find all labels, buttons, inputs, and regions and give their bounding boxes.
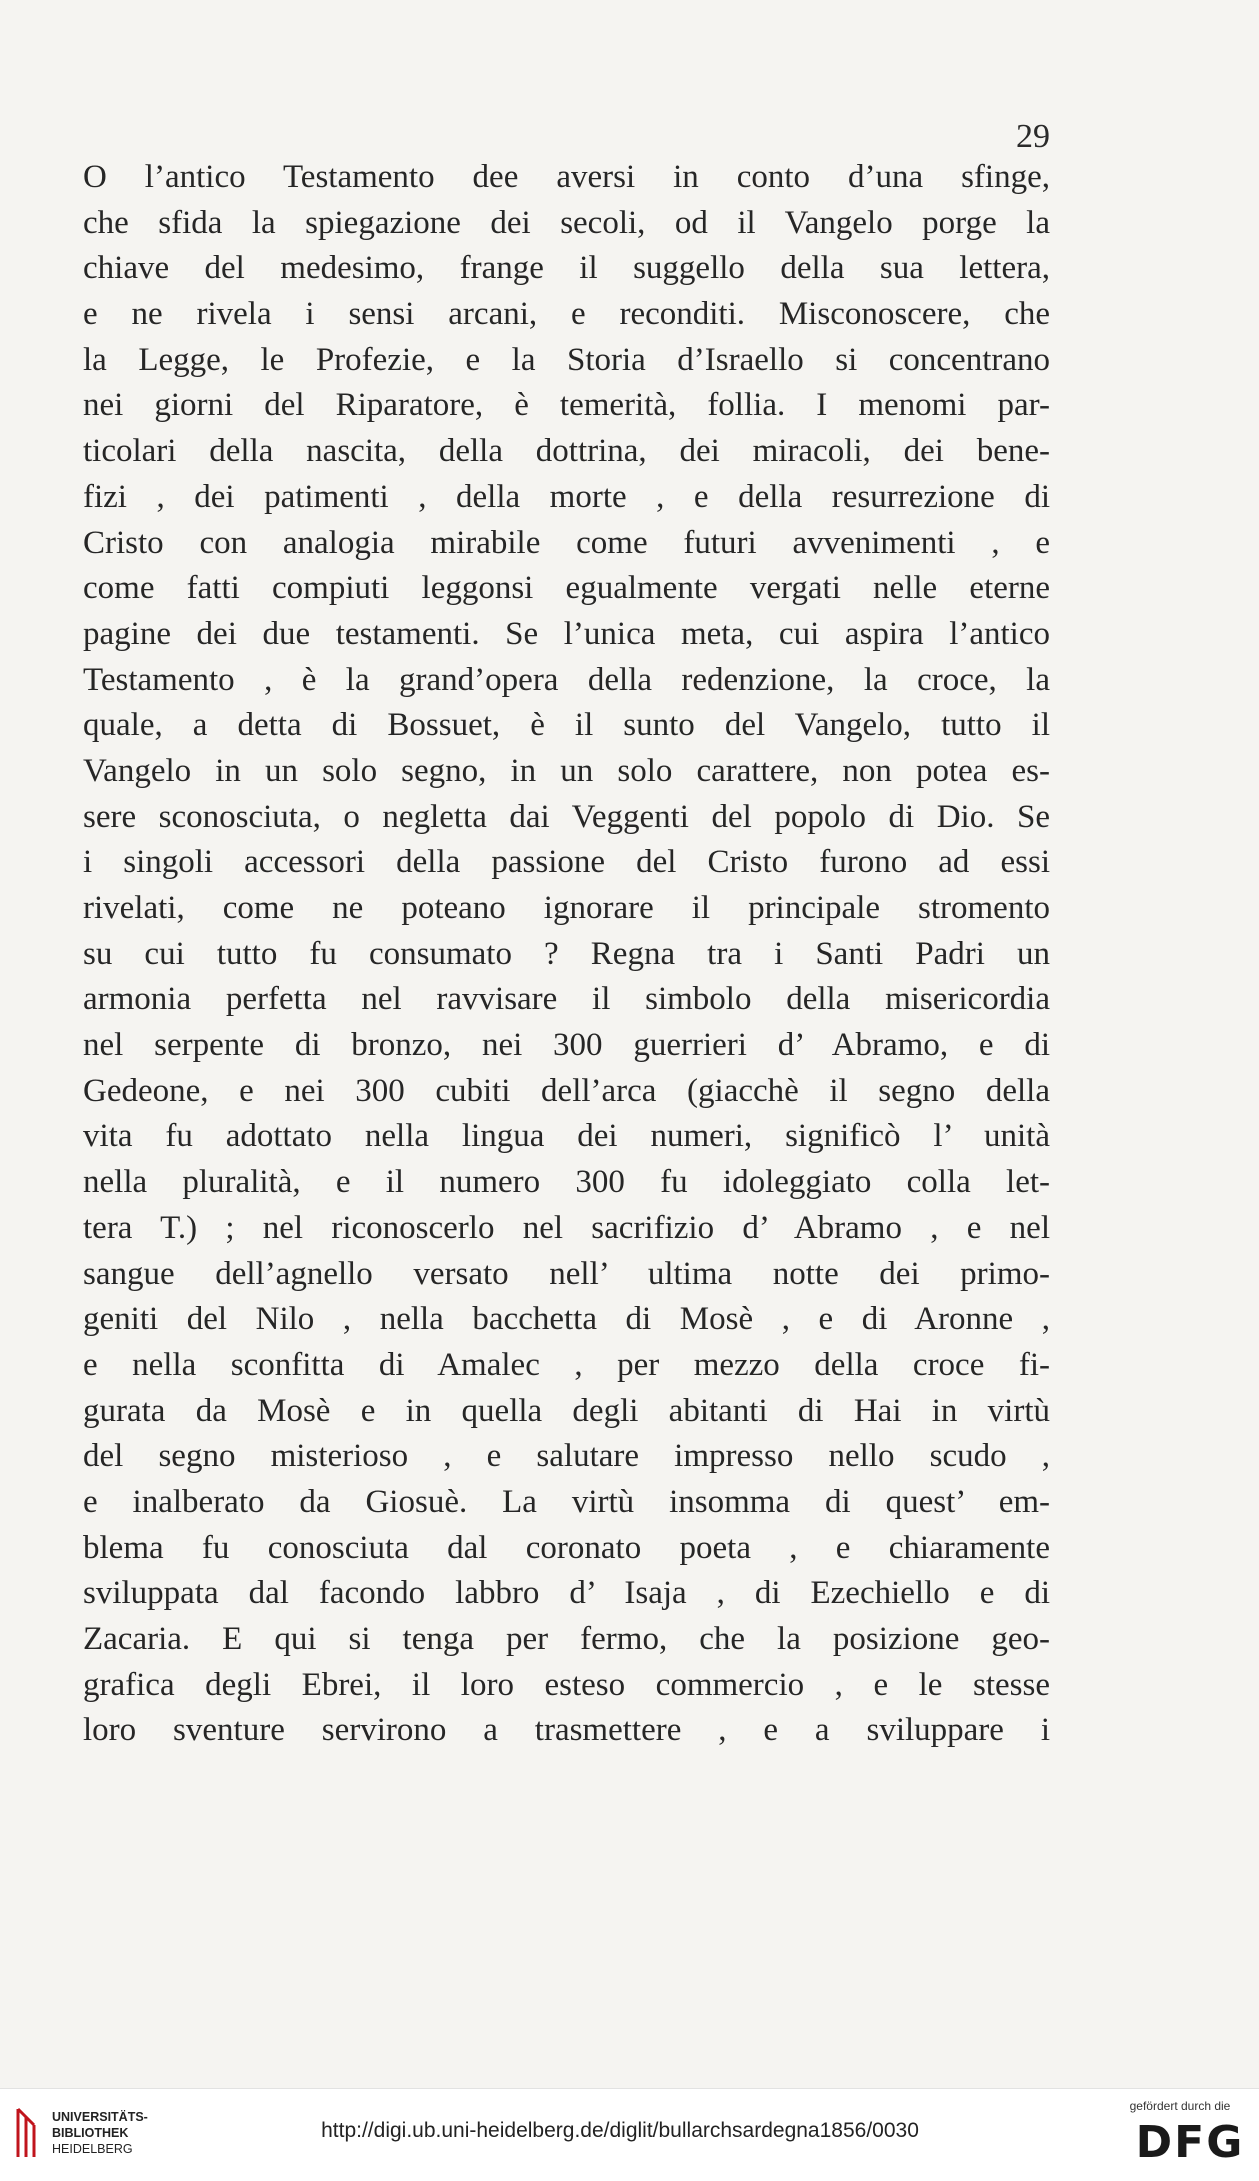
library-name-line-3: HEIDELBERG bbox=[52, 2142, 133, 2156]
text-line: chiave del medesimo, frange il suggello della sua lettera, bbox=[83, 250, 1050, 287]
text-line: e ne rivela i sensi arcani, e reconditi. Misconoscere, che bbox=[83, 296, 1050, 333]
library-name bbox=[52, 2109, 148, 2157]
text-line: sviluppata dal facondo labbro d’ Isaja , di Ezechiello e di bbox=[83, 1575, 1050, 1612]
body-text bbox=[83, 155, 1050, 1754]
text-line: Testamento , è la grand’opera della redenzione, la croce, la bbox=[83, 661, 1050, 698]
text-line: come fatti compiuti leggonsi egualmente vergati nelle eterne bbox=[83, 570, 1050, 607]
text-line: Vangelo in un solo segno, in un solo carattere, non potea es- bbox=[83, 752, 1050, 789]
text-line: Zacaria. E qui si tenga per fermo, che la posizione geo- bbox=[83, 1621, 1050, 1657]
text-line: tera T.) ; nel riconoscerlo nel sacrifizio d’ Abramo , e nel bbox=[83, 1209, 1050, 1246]
text-line: del segno misterioso , e salutare impresso nello scudo , bbox=[83, 1438, 1050, 1475]
library-name-line-2: BIBLIOTHEK bbox=[52, 2126, 129, 2140]
text-line: geniti del Nilo , nella bacchetta di Mosè , e di Aronne , bbox=[83, 1301, 1050, 1338]
text-line: vita fu adottato nella lingua dei numeri, significò l’ unità bbox=[83, 1118, 1050, 1155]
text-line: ticolari della nascita, della dottrina, dei miracoli, dei bene- bbox=[83, 433, 1050, 470]
text-line: quale, a detta di Bossuet, è il sunto del Vangelo, tutto il bbox=[83, 707, 1050, 744]
text-line: grafica degli Ebrei, il loro esteso commercio , e le stesse bbox=[83, 1666, 1050, 1703]
text-line: gurata da Mosè e in quella degli abitanti di Hai in virtù bbox=[83, 1392, 1050, 1429]
text-line: fizi , dei patimenti , della morte , e della resurrezione di bbox=[83, 478, 1050, 515]
text-line: e nella sconfitta di Amalec , per mezzo della croce fi- bbox=[83, 1346, 1050, 1383]
dfg-logo: DFG bbox=[1135, 2117, 1245, 2168]
text-line: i singoli accessori della passione del Cristo furono ad essi bbox=[83, 844, 1050, 881]
sponsor-caption: gefördert durch die bbox=[1129, 2099, 1231, 2113]
text-line: e inalberato da Giosuè. La virtù insomma di quest’ em- bbox=[83, 1483, 1050, 1520]
text-line: Cristo con analogia mirabile come futuri avvenimenti , e bbox=[83, 524, 1050, 561]
text-line: rivelati, come ne poteano ignorare il principale stromento bbox=[83, 890, 1050, 926]
text-line: loro sventure servirono a trasmettere , e a sviluppare i bbox=[83, 1712, 1050, 1749]
footer-bar bbox=[0, 2088, 1259, 2181]
text-line: su cui tutto fu consumato ? Regna tra i Santi Padri un bbox=[83, 935, 1050, 972]
library-name-line-1: UNIVERSITÄTS- bbox=[52, 2110, 148, 2124]
library-logo-icon bbox=[12, 2103, 42, 2163]
text-line: blema fu conosciuta dal coronato poeta , e chiaramente bbox=[83, 1529, 1050, 1566]
text-line: pagine dei due testamenti. Se l’unica meta, cui aspira l’antico bbox=[83, 615, 1050, 652]
text-line: sere sconosciuta, o negletta dai Veggenti del popolo di Dio. Se bbox=[83, 798, 1050, 835]
text-line: sangue dell’agnello versato nell’ ultima notte dei primo- bbox=[83, 1255, 1050, 1292]
text-line: nella pluralità, e il numero 300 fu idoleggiato colla let- bbox=[83, 1164, 1050, 1201]
text-line: Gedeone, e nei 300 cubiti dell’arca (giacchè il segno della bbox=[83, 1072, 1050, 1109]
page-number: 29 bbox=[1016, 118, 1050, 155]
text-line: che sfida la spiegazione dei secoli, od il Vangelo porge la bbox=[83, 204, 1050, 241]
text-line: nel serpente di bronzo, nei 300 guerrieri d’ Abramo, e di bbox=[83, 1027, 1050, 1064]
text-line: armonia perfetta nel ravvisare il simbolo della misericordia bbox=[83, 981, 1050, 1018]
document-url[interactable]: http://digi.ub.uni-heidelberg.de/diglit/bullarchsardegna1856/0030 bbox=[321, 2119, 919, 2142]
text-line: O l’antico Testamento dee aversi in conto d’una sfinge, bbox=[83, 159, 1050, 195]
text-line: nei giorni del Riparatore, è temerità, follia. I menomi par- bbox=[83, 387, 1050, 424]
text-line: la Legge, le Profezie, e la Storia d’Israello si concentrano bbox=[83, 341, 1050, 378]
